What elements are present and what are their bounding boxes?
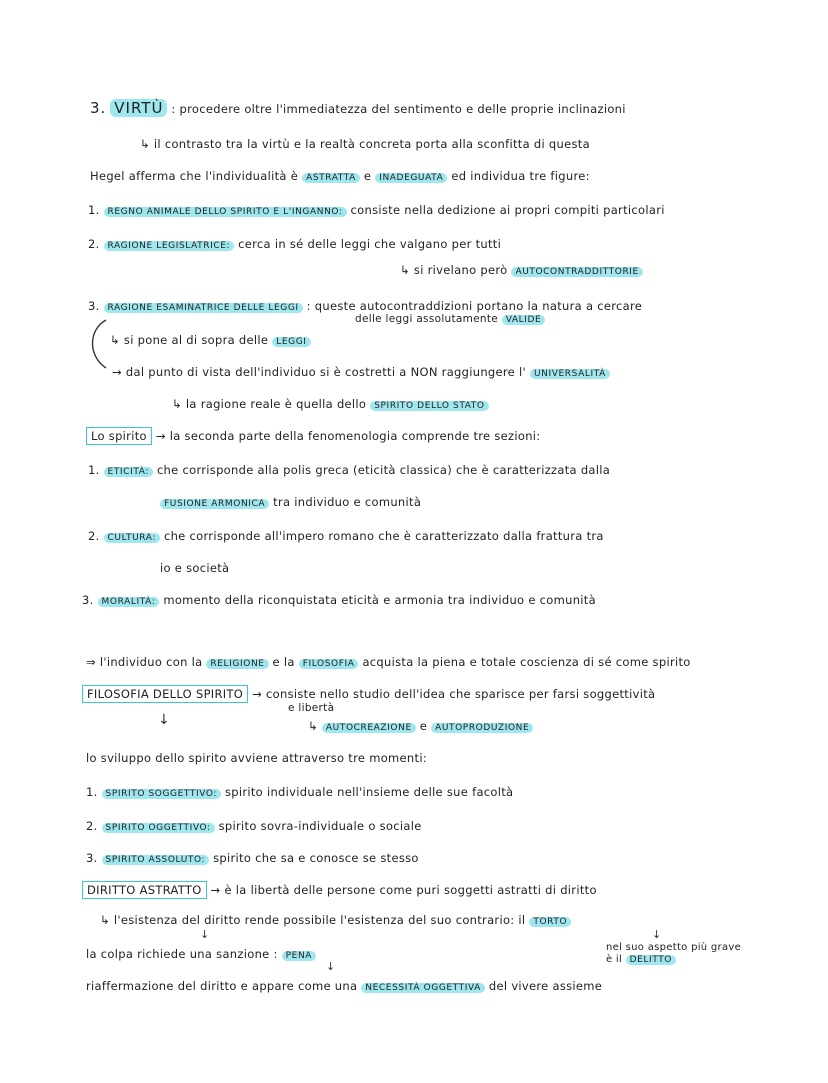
eticita-cont bbox=[160, 494, 421, 512]
item-number: 2. bbox=[88, 529, 100, 543]
delitto-note bbox=[606, 942, 741, 966]
highlight-filosofia: FILOSOFIA bbox=[299, 659, 359, 669]
highlight-astratta: ASTRATTA bbox=[302, 173, 360, 183]
figure-3-c-text: la ragione reale è quella dello bbox=[185, 397, 367, 411]
auto-and: e bbox=[419, 719, 428, 733]
colpa-text: la colpa richiede una sanzione : bbox=[86, 947, 278, 961]
highlight-valide: VALIDE bbox=[502, 315, 546, 325]
eticita-cont-text: tra individuo e comunità bbox=[273, 495, 422, 509]
sviluppo-line: lo sviluppo dello spirito avviene attraverso tre momenti: bbox=[86, 751, 427, 765]
hegel-and: e bbox=[363, 169, 372, 183]
religione-text: ⇒ l'individuo con la bbox=[86, 655, 203, 669]
section-cultura bbox=[88, 528, 604, 546]
highlight-ragione-legislatrice: RAGIONE LEGISLATRICE: bbox=[104, 241, 235, 251]
highlight-cultura: CULTURA: bbox=[104, 533, 160, 543]
hegel-text: Hegel afferma che l'individualità è bbox=[90, 169, 299, 183]
momento-1 bbox=[86, 784, 513, 802]
virtu-title: VIRTÙ bbox=[110, 99, 167, 117]
spirito-line bbox=[86, 428, 540, 444]
arrow-icon: ↳ bbox=[172, 397, 186, 411]
highlight-regno-animale: REGNO ANIMALE DELLO SPIRITO E L'INGANNO: bbox=[104, 207, 347, 217]
momento-3 bbox=[86, 850, 419, 868]
spirito-text: la seconda parte della fenomenologia comprende tre sezioni: bbox=[169, 429, 541, 443]
figure-2-note bbox=[400, 262, 643, 280]
figure-number: 3. bbox=[88, 299, 100, 313]
section-virtu bbox=[90, 100, 626, 117]
item-number: 1. bbox=[86, 785, 98, 799]
figure-3-b-text: dal punto di vista dell'individuo si è costretti a NON raggiungere l' bbox=[125, 365, 526, 379]
highlight-spirito-stato: SPIRITO DELLO STATO bbox=[370, 401, 488, 411]
arrow-icon: → bbox=[155, 429, 170, 443]
highlight-spirito-soggettivo: SPIRITO SOGGETTIVO: bbox=[102, 789, 221, 799]
boxed-lo-spirito: Lo spirito bbox=[86, 427, 152, 445]
religione-and: e la bbox=[272, 655, 295, 669]
boxed-diritto-astratto: DIRITTO ASTRATTO bbox=[82, 881, 207, 899]
highlight-fusione-armonica: FUSIONE ARMONICA bbox=[160, 499, 269, 509]
filosofia-text: consiste nello studio dell'idea che sparisce per farsi soggettività bbox=[266, 687, 656, 701]
filosofia-spirito-line bbox=[82, 686, 655, 702]
highlight-leggi: LEGGI bbox=[272, 337, 310, 347]
highlight-spirito-oggettivo: SPIRITO OGGETTIVO: bbox=[102, 823, 215, 833]
riaffermazione-line bbox=[86, 978, 602, 996]
figure-2 bbox=[88, 236, 501, 254]
figure-number: 2. bbox=[88, 237, 100, 251]
highlight-torto: TORTO bbox=[529, 917, 571, 927]
highlight-religione: RELIGIONE bbox=[206, 659, 268, 669]
section-moralita bbox=[82, 592, 596, 610]
highlight-autoproduzione: AUTOPRODUZIONE bbox=[431, 723, 533, 733]
religione-line bbox=[86, 654, 691, 672]
section-eticita bbox=[88, 462, 610, 480]
diritto-esistenza bbox=[100, 912, 571, 930]
figure-3-c bbox=[172, 396, 489, 414]
riaffermazione-post: del vivere assieme bbox=[488, 979, 603, 993]
virtu-contrast bbox=[140, 136, 590, 152]
figure-2-note-text: si rivelano però bbox=[413, 263, 508, 277]
diritto-line bbox=[82, 882, 597, 898]
highlight-moralita: MORALITÀ: bbox=[98, 597, 160, 607]
highlight-necessita-oggettiva: NECESSITÀ OGGETTIVA bbox=[361, 983, 485, 993]
highlight-autocreazione: AUTOCREAZIONE bbox=[322, 723, 416, 733]
filosofia-auto bbox=[308, 718, 533, 736]
colpa-line bbox=[86, 946, 316, 964]
diritto-esistenza-text: l'esistenza del diritto rende possibile l'esistenza del suo contrario: il bbox=[113, 913, 526, 927]
figure-1-text: consiste nella dedizione ai propri compiti particolari bbox=[350, 203, 665, 217]
down-arrow-icon: ↓ bbox=[652, 928, 662, 941]
delitto-note-text: nel suo aspetto più grave bbox=[606, 942, 742, 953]
figure-3-b bbox=[112, 364, 610, 382]
cultura-cont: io e società bbox=[160, 561, 230, 575]
arrow-icon: ↳ bbox=[140, 137, 154, 151]
hegel-line bbox=[90, 168, 590, 186]
figure-3-text: : queste autocontraddizioni portano la natura a cercare bbox=[306, 299, 643, 313]
highlight-universalita: UNIVERSALITÀ bbox=[530, 369, 610, 379]
momento-3-text: spirito che sa e conosce se stesso bbox=[213, 851, 419, 865]
diritto-text: è la libertà delle persone come puri soggetti astratti di diritto bbox=[224, 883, 597, 897]
highlight-inadeguata: INADEGUATA bbox=[375, 173, 447, 183]
highlight-spirito-assoluto: SPIRITO ASSOLUTO: bbox=[102, 855, 210, 865]
arrow-icon: ↳ bbox=[400, 263, 414, 277]
momento-2 bbox=[86, 818, 422, 836]
section-number: 3. bbox=[90, 99, 107, 117]
arrow-icon: → bbox=[112, 365, 126, 379]
filosofia-cont: e libertà bbox=[288, 702, 335, 714]
highlight-pena: PENA bbox=[282, 951, 316, 961]
highlight-eticita: ETICITÀ: bbox=[104, 467, 153, 477]
down-arrow-icon: ↓ bbox=[200, 928, 210, 941]
item-number: 1. bbox=[88, 463, 100, 477]
riaffermazione-text: riaffermazione del diritto e appare come una bbox=[86, 979, 358, 993]
momento-2-text: spirito sovra-individuale o sociale bbox=[218, 819, 422, 833]
item-number: 3. bbox=[86, 851, 98, 865]
arrow-icon: ↳ bbox=[308, 719, 322, 733]
arrow-icon: ↳ bbox=[100, 913, 114, 927]
figure-3-cont bbox=[355, 311, 545, 328]
hegel-post: ed individua tre figure: bbox=[451, 169, 590, 183]
arrow-icon: → bbox=[210, 883, 225, 897]
highlight-autocontraddittorie: AUTOCONTRADDITTORIE bbox=[511, 267, 642, 277]
figure-3-a bbox=[110, 332, 311, 350]
item-number: 3. bbox=[82, 593, 94, 607]
virtu-definition: : procedere oltre l'immediatezza del sentimento e delle proprie inclinazioni bbox=[171, 102, 626, 116]
highlight-ragione-esaminatrice: RAGIONE ESAMINATRICE DELLE LEGGI bbox=[104, 303, 303, 313]
arrow-icon: → bbox=[252, 687, 267, 701]
religione-post: acquista la piena e totale coscienza di sé come spirito bbox=[362, 655, 691, 669]
item-number: 2. bbox=[86, 819, 98, 833]
moralita-text: momento della riconquistata eticità e armonia tra individuo e comunità bbox=[163, 593, 596, 607]
eticita-text: che corrisponde alla polis greca (eticità classica) che è caratterizzata dalla bbox=[156, 463, 611, 477]
figure-number: 1. bbox=[88, 203, 100, 217]
figure-1 bbox=[88, 202, 665, 220]
down-arrow-icon: ↓ bbox=[158, 712, 170, 728]
cultura-text: che corrisponde all'impero romano che è caratterizzato dalla frattura tra bbox=[163, 529, 604, 543]
figure-3-text-cont: delle leggi assolutamente bbox=[355, 313, 499, 325]
highlight-delitto: DELITTO bbox=[626, 955, 676, 965]
delitto-note-is: è il bbox=[606, 954, 623, 965]
figure-2-text: cerca in sé delle leggi che valgano per tutti bbox=[238, 237, 502, 251]
momento-1-text: spirito individuale nell'insieme delle sue facoltà bbox=[224, 785, 514, 799]
arrow-icon: ↳ bbox=[110, 333, 124, 347]
figure-3-a-text: si pone al di sopra delle bbox=[123, 333, 269, 347]
virtu-contrast-text: il contrasto tra la virtù e la realtà concreta porta alla sconfitta di questa bbox=[153, 137, 590, 151]
down-arrow-icon: ↓ bbox=[326, 960, 336, 973]
boxed-filosofia-spirito: FILOSOFIA DELLO SPIRITO bbox=[82, 685, 248, 703]
